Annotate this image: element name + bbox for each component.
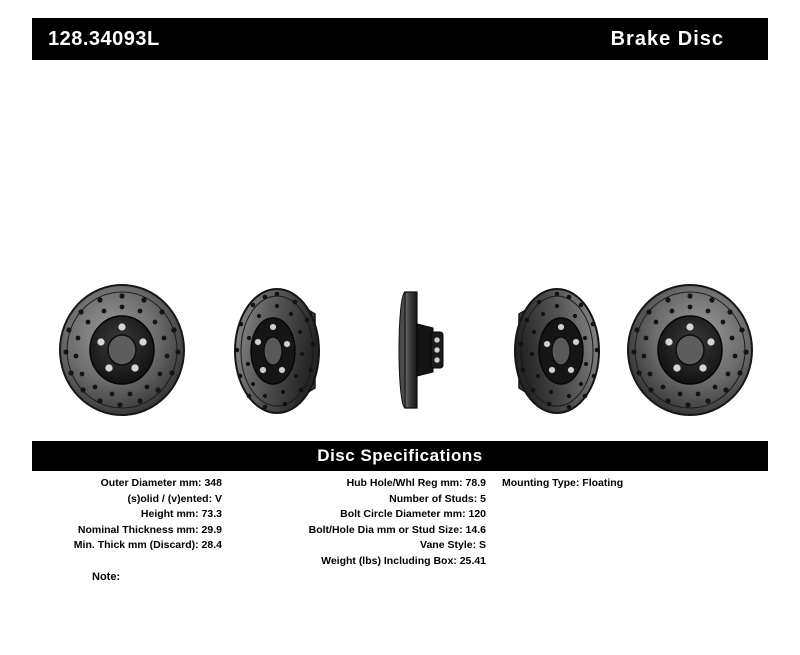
spec-item: Number of Studs: 5	[389, 492, 486, 505]
spec-item: Height mm: 73.3	[140, 508, 222, 520]
rotor-edge-profile	[387, 280, 457, 425]
header-bar	[32, 18, 768, 60]
spec-item: Hub Hole/Whl Reg mm: 78.9	[346, 477, 486, 489]
spec-column-right	[502, 476, 762, 492]
part-number: 128.34093L	[48, 27, 160, 50]
spec-item: Vane Style: S	[420, 539, 486, 551]
spec-item: Outer Diameter mm: 348	[100, 477, 222, 489]
rotor-three-quarter-right	[487, 280, 627, 425]
rotor-three-quarter-left-icon	[207, 280, 347, 420]
spec-column-middle	[230, 476, 486, 569]
spec-item: Min. Thick mm (Discard): 28.4	[73, 539, 222, 551]
note-label: Note:	[92, 571, 121, 583]
product-views	[32, 280, 768, 440]
spec-item: Bolt/Hole Dia mm or Stud Size: 14.6	[308, 523, 486, 536]
spec-band-title: Disc Specifications	[317, 446, 483, 465]
page-title: Brake Disc	[610, 27, 724, 50]
spec-item: Bolt Circle Diameter mm: 120	[340, 508, 486, 520]
rotor-face-angled-right-icon	[612, 280, 772, 420]
rotor-edge-profile-icon	[387, 280, 457, 420]
spec-item: Weight (lbs) Including Box: 25.41	[321, 554, 486, 567]
rotor-face-angled-right	[612, 280, 772, 425]
spec-band	[32, 441, 768, 471]
rotor-three-quarter-right-icon	[487, 280, 627, 420]
rotor-three-quarter-left	[207, 280, 347, 425]
note-row	[92, 571, 120, 583]
spec-item: Mounting Type: Floating	[502, 477, 624, 489]
rotor-face-angled-left	[44, 280, 204, 425]
spec-column-left	[32, 476, 222, 554]
spec-item: Nominal Thickness mm: 29.9	[77, 523, 222, 536]
rotor-face-angled-left-icon	[44, 280, 204, 420]
spec-item: (s)olid / (v)ented: V	[127, 492, 222, 505]
